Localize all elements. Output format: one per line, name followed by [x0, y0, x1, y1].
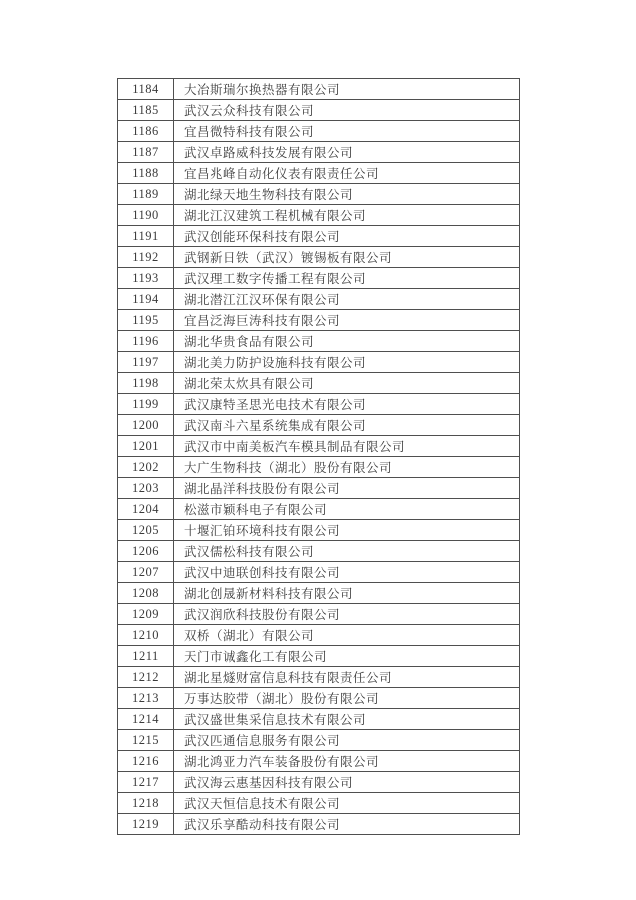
row-number-cell: 1204: [118, 499, 174, 520]
row-number-cell: 1200: [118, 415, 174, 436]
company-name-cell: 湖北潜江江汉环保有限公司: [174, 289, 520, 310]
company-name-cell: 武汉海云惠基因科技有限公司: [174, 772, 520, 793]
table-row: [118, 646, 520, 667]
row-number-cell: 1208: [118, 583, 174, 604]
table-row: [118, 121, 520, 142]
row-number-cell: 1203: [118, 478, 174, 499]
table-row: [118, 541, 520, 562]
row-number-cell: 1195: [118, 310, 174, 331]
company-name-cell: 双桥（湖北）有限公司: [174, 625, 520, 646]
row-number-cell: 1193: [118, 268, 174, 289]
row-number-cell: 1215: [118, 730, 174, 751]
table-row: [118, 793, 520, 814]
table-row: [118, 331, 520, 352]
company-name-cell: 武汉创能环保科技有限公司: [174, 226, 520, 247]
table-row: [118, 730, 520, 751]
company-name-cell: 武汉康特圣思光电技术有限公司: [174, 394, 520, 415]
table-row: [118, 814, 520, 835]
company-name-cell: 湖北江汉建筑工程机械有限公司: [174, 205, 520, 226]
table-row: [118, 415, 520, 436]
table-row: [118, 625, 520, 646]
company-name-cell: 湖北绿天地生物科技有限公司: [174, 184, 520, 205]
row-number-cell: 1190: [118, 205, 174, 226]
company-list-table: [117, 78, 520, 835]
row-number-cell: 1192: [118, 247, 174, 268]
company-name-cell: 武汉市中南美板汽车模具制品有限公司: [174, 436, 520, 457]
row-number-cell: 1205: [118, 520, 174, 541]
table-row: [118, 457, 520, 478]
company-name-cell: 武汉天恒信息技术有限公司: [174, 793, 520, 814]
table-row: [118, 499, 520, 520]
table-row: [118, 436, 520, 457]
company-name-cell: 武汉盛世集采信息技术有限公司: [174, 709, 520, 730]
table-row: [118, 352, 520, 373]
company-name-cell: 大冶斯瑞尔换热器有限公司: [174, 79, 520, 100]
row-number-cell: 1186: [118, 121, 174, 142]
company-name-cell: 宜昌泛海巨涛科技有限公司: [174, 310, 520, 331]
row-number-cell: 1197: [118, 352, 174, 373]
table-row: [118, 142, 520, 163]
company-name-cell: 武汉南斗六星系统集成有限公司: [174, 415, 520, 436]
row-number-cell: 1214: [118, 709, 174, 730]
company-name-cell: 湖北华贵食品有限公司: [174, 331, 520, 352]
row-number-cell: 1194: [118, 289, 174, 310]
company-name-cell: 湖北星燧财富信息科技有限责任公司: [174, 667, 520, 688]
table-row: [118, 268, 520, 289]
table-row: [118, 604, 520, 625]
row-number-cell: 1184: [118, 79, 174, 100]
row-number-cell: 1196: [118, 331, 174, 352]
table-row: [118, 163, 520, 184]
row-number-cell: 1210: [118, 625, 174, 646]
row-number-cell: 1187: [118, 142, 174, 163]
row-number-cell: 1218: [118, 793, 174, 814]
row-number-cell: 1191: [118, 226, 174, 247]
row-number-cell: 1202: [118, 457, 174, 478]
table-row: [118, 478, 520, 499]
row-number-cell: 1219: [118, 814, 174, 835]
company-name-cell: 武汉中迪联创科技有限公司: [174, 562, 520, 583]
table-row: [118, 520, 520, 541]
table-row: [118, 79, 520, 100]
row-number-cell: 1209: [118, 604, 174, 625]
table-row: [118, 562, 520, 583]
company-name-cell: 武汉润欣科技股份有限公司: [174, 604, 520, 625]
table-row: [118, 772, 520, 793]
company-name-cell: 武钢新日铁（武汉）镀锡板有限公司: [174, 247, 520, 268]
company-name-cell: 宜昌微特科技有限公司: [174, 121, 520, 142]
table-row: [118, 184, 520, 205]
table-row: [118, 688, 520, 709]
company-name-cell: 万事达胶带（湖北）股份有限公司: [174, 688, 520, 709]
row-number-cell: 1217: [118, 772, 174, 793]
table-row: [118, 310, 520, 331]
table-row: [118, 100, 520, 121]
company-name-cell: 湖北荣太炊具有限公司: [174, 373, 520, 394]
company-name-cell: 武汉乐享酷动科技有限公司: [174, 814, 520, 835]
table-row: [118, 709, 520, 730]
row-number-cell: 1216: [118, 751, 174, 772]
company-name-cell: 湖北美力防护设施科技有限公司: [174, 352, 520, 373]
table-row: [118, 205, 520, 226]
row-number-cell: 1207: [118, 562, 174, 583]
row-number-cell: 1201: [118, 436, 174, 457]
company-name-cell: 武汉匹通信息服务有限公司: [174, 730, 520, 751]
table-row: [118, 667, 520, 688]
company-name-cell: 湖北鸿亚力汽车装备股份有限公司: [174, 751, 520, 772]
company-table-body: [118, 79, 520, 835]
company-name-cell: 松滋市颖科电子有限公司: [174, 499, 520, 520]
row-number-cell: 1206: [118, 541, 174, 562]
table-row: [118, 247, 520, 268]
table-row: [118, 583, 520, 604]
table-row: [118, 289, 520, 310]
company-name-cell: 湖北创晟新材料科技有限公司: [174, 583, 520, 604]
row-number-cell: 1188: [118, 163, 174, 184]
row-number-cell: 1198: [118, 373, 174, 394]
company-name-cell: 武汉儒松科技有限公司: [174, 541, 520, 562]
row-number-cell: 1189: [118, 184, 174, 205]
table-row: [118, 751, 520, 772]
row-number-cell: 1185: [118, 100, 174, 121]
table-row: [118, 394, 520, 415]
company-name-cell: 武汉云众科技有限公司: [174, 100, 520, 121]
table-row: [118, 373, 520, 394]
row-number-cell: 1212: [118, 667, 174, 688]
table-row: [118, 226, 520, 247]
company-name-cell: 武汉卓路威科技发展有限公司: [174, 142, 520, 163]
row-number-cell: 1199: [118, 394, 174, 415]
company-name-cell: 十堰汇铂环境科技有限公司: [174, 520, 520, 541]
company-name-cell: 大广生物科技（湖北）股份有限公司: [174, 457, 520, 478]
company-name-cell: 湖北晶洋科技股份有限公司: [174, 478, 520, 499]
company-name-cell: 宜昌兆峰自动化仪表有限责任公司: [174, 163, 520, 184]
row-number-cell: 1211: [118, 646, 174, 667]
company-name-cell: 武汉理工数字传播工程有限公司: [174, 268, 520, 289]
company-name-cell: 天门市诚鑫化工有限公司: [174, 646, 520, 667]
row-number-cell: 1213: [118, 688, 174, 709]
